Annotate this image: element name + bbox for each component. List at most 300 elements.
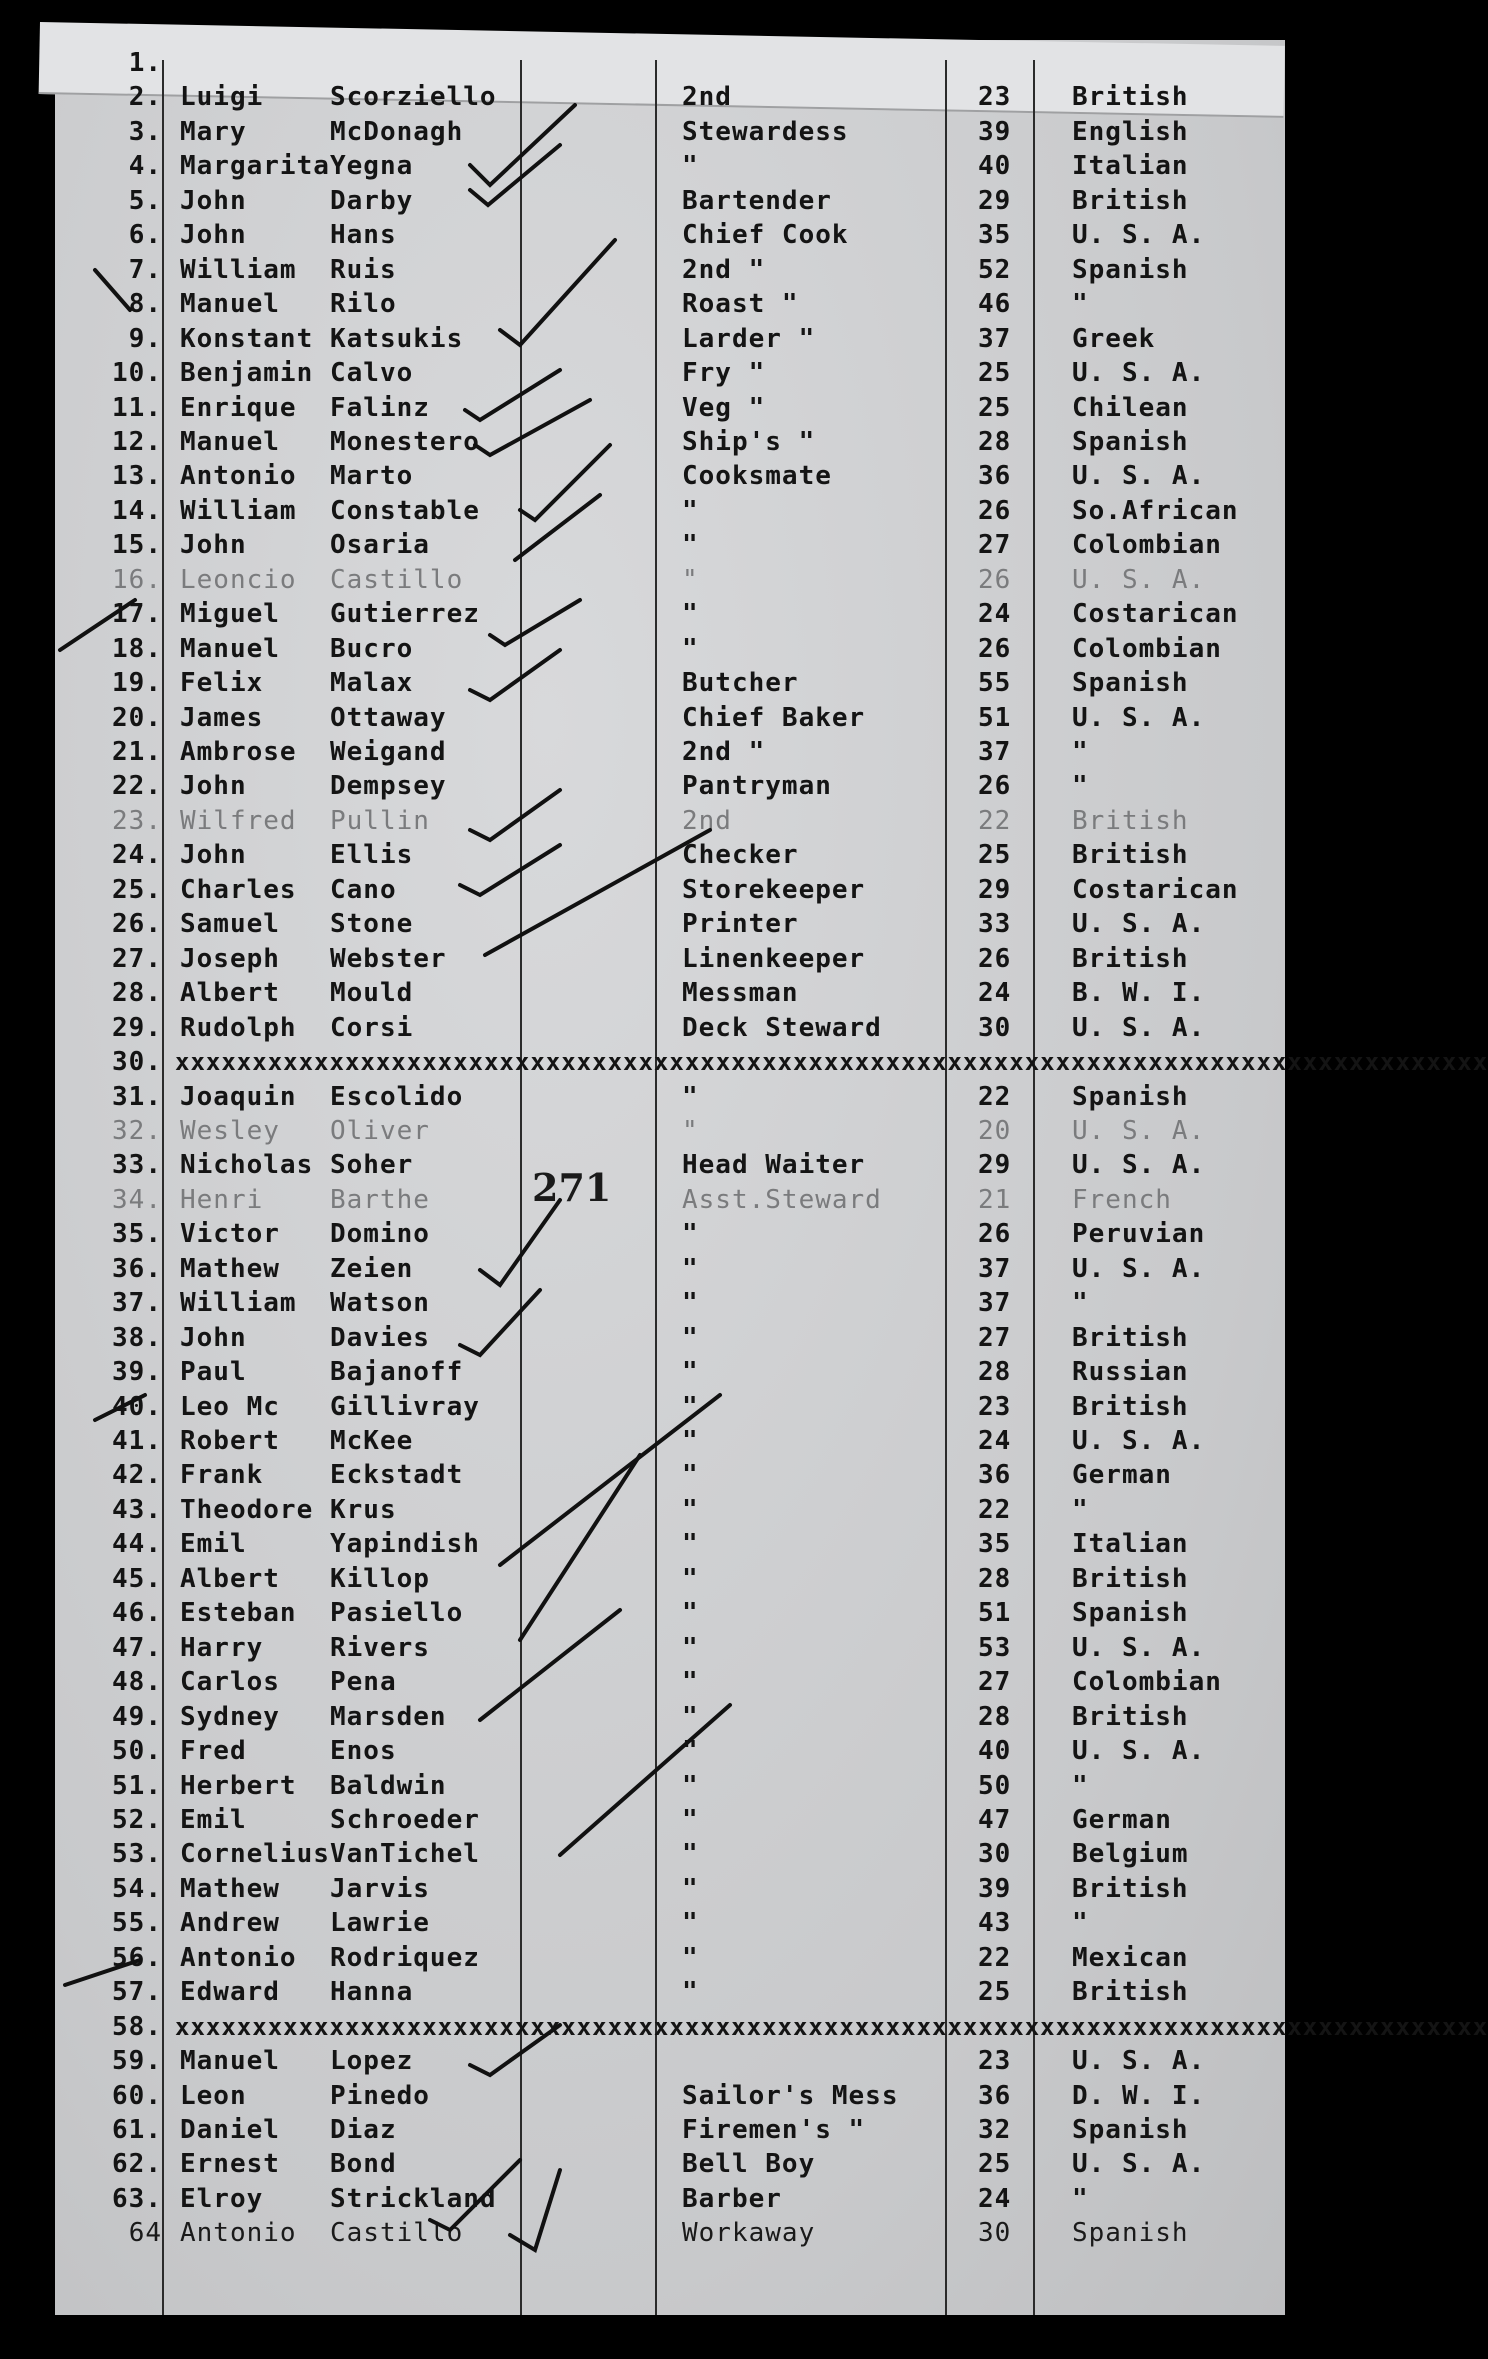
first-name: Antonio — [180, 2218, 297, 2249]
row-number: 11. — [112, 392, 162, 423]
first-name: Konstant — [180, 323, 314, 354]
nationality: Italian — [1072, 151, 1189, 182]
check-mark — [470, 145, 560, 205]
first-name: John — [180, 185, 247, 216]
occupation: Chief Cook — [682, 220, 849, 251]
check-mark — [470, 650, 560, 700]
occupation: " — [682, 1667, 699, 1698]
row-number: 34. — [112, 1184, 162, 1215]
age: 28 — [978, 1357, 1012, 1388]
row-number: 35. — [112, 1219, 162, 1250]
first-name: Mary — [180, 116, 247, 147]
occupation: " — [682, 1701, 699, 1732]
occupation: Chief Baker — [682, 702, 866, 733]
last-name: Schroeder — [330, 1804, 480, 1835]
first-name: Antonio — [180, 461, 297, 492]
first-name: Manuel — [180, 2046, 280, 2077]
last-name: Dempsey — [330, 771, 447, 802]
occupation: " — [682, 1839, 699, 1870]
margin-mark — [65, 1960, 140, 1985]
check-mark — [490, 600, 580, 645]
row-number: 7. — [128, 254, 162, 285]
occupation: " — [682, 1460, 699, 1491]
occupation: " — [682, 1219, 699, 1250]
last-name: Calvo — [330, 358, 414, 389]
nationality: U. S. A. — [1072, 1736, 1206, 1767]
check-mark — [430, 2160, 520, 2230]
first-name: John — [180, 220, 247, 251]
first-name: Fred — [180, 1736, 247, 1767]
nationality: U. S. A. — [1072, 1012, 1206, 1043]
occupation: " — [682, 530, 699, 561]
last-name: Corsi — [330, 1012, 414, 1043]
last-name: McDonagh — [330, 116, 464, 147]
first-name: Benjamin — [180, 358, 314, 389]
occupation: Barber — [682, 2183, 782, 2214]
nationality: U. S. A. — [1072, 1115, 1206, 1146]
last-name: Katsukis — [330, 323, 464, 354]
occupation: " — [682, 1977, 699, 2008]
age: 50 — [978, 1770, 1012, 1801]
age: 23 — [978, 2046, 1012, 2077]
occupation: " — [682, 1253, 699, 1284]
occupation: Fry " — [682, 358, 766, 389]
row-number: 26. — [112, 909, 162, 940]
first-name: Victor — [180, 1219, 280, 1250]
nationality: Colombian — [1072, 633, 1222, 664]
last-name: Osaria — [330, 530, 430, 561]
last-name: Soher — [330, 1150, 414, 1181]
occupation: " — [682, 1081, 699, 1112]
occupation: " — [682, 1632, 699, 1663]
age: 28 — [978, 1701, 1012, 1732]
row-number: 43. — [112, 1494, 162, 1525]
occupation: " — [682, 1426, 699, 1456]
occupation: " — [682, 151, 699, 182]
occupation: Bartender — [682, 185, 832, 216]
occupation: Ship's " — [682, 426, 816, 457]
last-name: Killop — [330, 1563, 430, 1594]
nationality: British — [1072, 1977, 1189, 2008]
occupation: Roast " — [682, 289, 799, 320]
last-name: Malax — [330, 668, 414, 699]
nationality: U. S. A. — [1072, 1253, 1206, 1284]
nationality: Spanish — [1072, 1081, 1189, 1112]
row-number: 62. — [112, 2149, 162, 2180]
last-name: Pasiello — [330, 1598, 464, 1629]
row-number: 49. — [112, 1701, 162, 1732]
last-name: Ottaway — [330, 702, 447, 733]
row-number: 4. — [128, 151, 162, 182]
age: 26 — [978, 1219, 1012, 1250]
first-name: Ernest — [180, 2149, 280, 2180]
age: 37 — [978, 737, 1012, 767]
last-name: McKee — [330, 1426, 414, 1456]
nationality: Spanish — [1072, 2218, 1189, 2249]
check-mark — [500, 1395, 720, 1565]
nationality: " — [1072, 1288, 1089, 1319]
last-name: Hans — [330, 220, 397, 251]
nationality: Costarican — [1072, 599, 1239, 630]
last-name: VanTichel — [330, 1839, 480, 1870]
margin-mark — [95, 1395, 145, 1420]
nationality: German — [1072, 1804, 1172, 1835]
row-number: 8. — [128, 289, 162, 320]
row-number: 59. — [112, 2046, 162, 2077]
row-number: 3. — [128, 116, 162, 147]
crossed-out-entry: xxxxxxxxxxxxxxxxxxxxxxxxxxxxxxxxxxxxxxxxxxxxxxxxxxxxxxxxxxxxxxxxxxxxxxxxxxxxxxxxxxxxx — [175, 1048, 1488, 1077]
first-name: Ambrose — [180, 737, 297, 767]
age: 25 — [978, 1977, 1012, 2008]
row-number: 17. — [112, 599, 162, 630]
nationality: British — [1072, 185, 1189, 216]
row-number: 47. — [112, 1632, 162, 1663]
nationality: U. S. A. — [1072, 909, 1206, 940]
nationality: Italian — [1072, 1529, 1189, 1560]
nationality: B. W. I. — [1072, 978, 1206, 1009]
nationality: Belgium — [1072, 1839, 1189, 1870]
occupation: Storekeeper — [682, 874, 866, 905]
age: 22 — [978, 1081, 1012, 1112]
first-name: John — [180, 530, 247, 561]
handwritten-page-note: 271 — [532, 1165, 612, 1210]
occupation: " — [682, 1598, 699, 1629]
row-number: 42. — [112, 1460, 162, 1491]
row-number: 13. — [112, 461, 162, 492]
check-mark — [470, 790, 560, 840]
age: 21 — [978, 1184, 1012, 1215]
first-name: Daniel — [180, 2115, 280, 2145]
occupation: " — [682, 1736, 699, 1767]
age: 29 — [978, 185, 1012, 216]
nationality: " — [1072, 771, 1089, 802]
age: 46 — [978, 289, 1012, 320]
last-name: Darby — [330, 185, 414, 216]
occupation: " — [682, 564, 699, 595]
first-name: Harry — [180, 1632, 264, 1663]
row-number: 14. — [112, 495, 162, 526]
check-mark — [460, 1290, 540, 1355]
nationality: U. S. A. — [1072, 2046, 1206, 2077]
age: 37 — [978, 1288, 1012, 1319]
nationality: U. S. A. — [1072, 702, 1206, 733]
row-number: 33. — [112, 1150, 162, 1181]
occupation: 2nd — [682, 805, 732, 836]
last-name: Stone — [330, 909, 414, 940]
age: 29 — [978, 874, 1012, 905]
row-number: 38. — [112, 1322, 162, 1353]
age: 25 — [978, 392, 1012, 423]
last-name: Escolido — [330, 1081, 464, 1112]
row-number: 31. — [112, 1081, 162, 1112]
first-name: Herbert — [180, 1770, 297, 1801]
row-number: 41. — [112, 1426, 162, 1456]
first-name: John — [180, 840, 247, 871]
occupation: Pantryman — [682, 771, 832, 802]
age: 29 — [978, 1150, 1012, 1181]
last-name: Pena — [330, 1667, 397, 1698]
nationality: D. W. I. — [1072, 2080, 1206, 2111]
first-name: Mathew — [180, 1873, 280, 1904]
row-number: 58. — [112, 2011, 162, 2042]
row-number: 36. — [112, 1253, 162, 1284]
occupation: " — [682, 1391, 699, 1422]
last-name: Diaz — [330, 2115, 397, 2145]
first-name: Frank — [180, 1460, 264, 1491]
first-name: William — [180, 254, 297, 285]
row-number: 19. — [112, 668, 162, 699]
occupation: 2nd — [682, 82, 732, 113]
age: 24 — [978, 1426, 1012, 1456]
occupation: Checker — [682, 840, 799, 871]
first-name: Mathew — [180, 1253, 280, 1284]
nationality: " — [1072, 1494, 1089, 1525]
age: 20 — [978, 1115, 1012, 1146]
first-name: Wilfred — [180, 805, 297, 836]
first-name: Esteban — [180, 1598, 297, 1629]
last-name: Bond — [330, 2149, 397, 2180]
age: 30 — [978, 1839, 1012, 1870]
nationality: " — [1072, 289, 1089, 320]
nationality: British — [1072, 1873, 1189, 1904]
first-name: Felix — [180, 668, 264, 699]
margin-mark — [95, 270, 130, 310]
first-name: Manuel — [180, 289, 280, 320]
nationality: British — [1072, 943, 1189, 974]
row-number: 12. — [112, 426, 162, 457]
row-number: 50. — [112, 1736, 162, 1767]
occupation: " — [682, 1770, 699, 1801]
age: 26 — [978, 633, 1012, 664]
occupation: Firemen's " — [682, 2115, 866, 2145]
first-name: Miguel — [180, 599, 280, 630]
check-mark — [510, 2170, 560, 2250]
occupation: Stewardess — [682, 116, 849, 147]
nationality: Chilean — [1072, 392, 1189, 423]
last-name: Pullin — [330, 805, 430, 836]
row-number: 25. — [112, 874, 162, 905]
first-name: Leoncio — [180, 564, 297, 595]
first-name: Andrew — [180, 1908, 280, 1939]
row-number: 28. — [112, 978, 162, 1009]
row-number: 46. — [112, 1598, 162, 1629]
age: 23 — [978, 82, 1012, 113]
check-mark — [480, 1610, 620, 1720]
last-name: Strickland — [330, 2183, 497, 2214]
age: 28 — [978, 426, 1012, 457]
occupation: Head Waiter — [682, 1150, 866, 1181]
row-number: 1. — [128, 48, 162, 78]
occupation: " — [682, 1494, 699, 1525]
age: 30 — [978, 1012, 1012, 1043]
first-name: Joaquin — [180, 1081, 297, 1112]
occupation: " — [682, 1873, 699, 1904]
occupation: Printer — [682, 909, 799, 940]
age: 24 — [978, 599, 1012, 630]
age: 22 — [978, 1494, 1012, 1525]
age: 36 — [978, 2080, 1012, 2111]
row-number: 44. — [112, 1529, 162, 1560]
age: 40 — [978, 151, 1012, 182]
last-name: Lopez — [330, 2046, 414, 2077]
age: 35 — [978, 220, 1012, 251]
nationality: British — [1072, 1391, 1189, 1422]
last-name: Baldwin — [330, 1770, 447, 1801]
nationality: " — [1072, 2183, 1089, 2214]
row-number: 52. — [112, 1804, 162, 1835]
occupation: " — [682, 1357, 699, 1388]
first-name: Carlos — [180, 1667, 280, 1698]
first-name: William — [180, 495, 297, 526]
nationality: U. S. A. — [1072, 2149, 1206, 2180]
last-name: Bucro — [330, 633, 414, 664]
row-number: 61. — [112, 2115, 162, 2145]
row-number: 5. — [128, 185, 162, 216]
nationality: Colombian — [1072, 1667, 1222, 1698]
row-number: 63. — [112, 2183, 162, 2214]
age: 37 — [978, 1253, 1012, 1284]
first-name: Leo Mc — [180, 1391, 280, 1422]
row-number: 32. — [112, 1115, 162, 1146]
age: 32 — [978, 2115, 1012, 2145]
age: 25 — [978, 840, 1012, 871]
nationality: " — [1072, 1908, 1089, 1939]
occupation: " — [682, 1115, 699, 1146]
first-name: Edward — [180, 1977, 280, 2008]
last-name: Webster — [330, 943, 447, 974]
last-name: Barthe — [330, 1184, 430, 1215]
row-number: 51. — [112, 1770, 162, 1801]
nationality: French — [1072, 1184, 1172, 1215]
row-number: 24. — [112, 840, 162, 871]
occupation: Sailor's Mess — [682, 2080, 899, 2111]
age: 24 — [978, 978, 1012, 1009]
first-name: Paul — [180, 1357, 247, 1388]
row-number: 53. — [112, 1839, 162, 1870]
check-mark — [465, 370, 560, 420]
last-name: Oliver — [330, 1115, 430, 1146]
age: 27 — [978, 1667, 1012, 1698]
row-number: 6. — [128, 220, 162, 251]
first-name: Samuel — [180, 909, 280, 940]
last-name: Watson — [330, 1288, 430, 1319]
first-name: Joseph — [180, 943, 280, 974]
occupation: 2nd " — [682, 254, 766, 285]
occupation: 2nd " — [682, 737, 766, 767]
check-mark — [515, 495, 600, 560]
first-name: Enrique — [180, 392, 297, 423]
last-name: Eckstadt — [330, 1460, 464, 1491]
row-number: 54. — [112, 1873, 162, 1904]
check-mark — [560, 1705, 730, 1855]
row-number: 22. — [112, 771, 162, 802]
nationality: British — [1072, 805, 1189, 836]
last-name: Ruis — [330, 254, 397, 285]
last-name: Domino — [330, 1219, 430, 1250]
first-name: Robert — [180, 1426, 280, 1456]
last-name: Enos — [330, 1736, 397, 1767]
first-name: John — [180, 1322, 247, 1353]
last-name: Yapindish — [330, 1529, 480, 1560]
check-mark — [520, 1455, 640, 1640]
age: 30 — [978, 2218, 1012, 2249]
first-name: Elroy — [180, 2183, 264, 2214]
age: 52 — [978, 254, 1012, 285]
row-number: 9. — [128, 323, 162, 354]
occupation: " — [682, 1942, 699, 1973]
last-name: Constable — [330, 495, 480, 526]
occupation: " — [682, 1908, 699, 1939]
row-number: 64 — [128, 2218, 162, 2249]
age: 36 — [978, 1460, 1012, 1491]
nationality: Spanish — [1072, 668, 1189, 699]
last-name: Pinedo — [330, 2080, 430, 2111]
nationality: German — [1072, 1460, 1172, 1491]
last-name: Cano — [330, 874, 397, 905]
nationality: British — [1072, 82, 1189, 113]
nationality: Russian — [1072, 1357, 1189, 1388]
first-name: Sydney — [180, 1701, 280, 1732]
age: 43 — [978, 1908, 1012, 1939]
first-name: Albert — [180, 978, 280, 1009]
age: 26 — [978, 771, 1012, 802]
first-name: Henri — [180, 1184, 264, 1215]
last-name: Mould — [330, 978, 414, 1009]
occupation: Cooksmate — [682, 461, 832, 492]
age: 26 — [978, 495, 1012, 526]
last-name: Marto — [330, 461, 414, 492]
age: 35 — [978, 1529, 1012, 1560]
row-number: 39. — [112, 1357, 162, 1388]
first-name: Manuel — [180, 426, 280, 457]
age: 47 — [978, 1804, 1012, 1835]
first-name: Theodore — [180, 1494, 314, 1525]
nationality: U. S. A. — [1072, 1150, 1206, 1181]
occupation: Larder " — [682, 323, 816, 354]
row-number: 57. — [112, 1977, 162, 2008]
age: 22 — [978, 805, 1012, 836]
first-name: John — [180, 771, 247, 802]
nationality: U. S. A. — [1072, 220, 1206, 251]
margin-mark — [60, 600, 135, 650]
first-name: Wesley — [180, 1115, 280, 1146]
age: 37 — [978, 323, 1012, 354]
row-number: 27. — [112, 943, 162, 974]
first-name: Antonio — [180, 1942, 297, 1973]
last-name: Weigand — [330, 737, 447, 767]
row-number: 18. — [112, 633, 162, 664]
nationality: So.African — [1072, 495, 1239, 526]
first-name: William — [180, 1288, 297, 1319]
age: 23 — [978, 1391, 1012, 1422]
occupation: Workaway — [682, 2218, 816, 2249]
last-name: Rivers — [330, 1632, 430, 1663]
last-name: Yegna — [330, 151, 414, 182]
first-name: James — [180, 702, 264, 733]
last-name: Bajanoff — [330, 1357, 464, 1388]
row-number: 23. — [112, 805, 162, 836]
nationality: Peruvian — [1072, 1219, 1206, 1250]
row-number: 56. — [112, 1942, 162, 1973]
last-name: Falinz — [330, 392, 430, 423]
first-name: Luigi — [180, 82, 264, 113]
check-mark — [480, 1200, 560, 1285]
check-mark — [460, 845, 560, 895]
last-name: Castillo — [330, 2218, 464, 2249]
age: 51 — [978, 1598, 1012, 1629]
occupation: " — [682, 1322, 699, 1353]
nationality: Mexican — [1072, 1942, 1189, 1973]
